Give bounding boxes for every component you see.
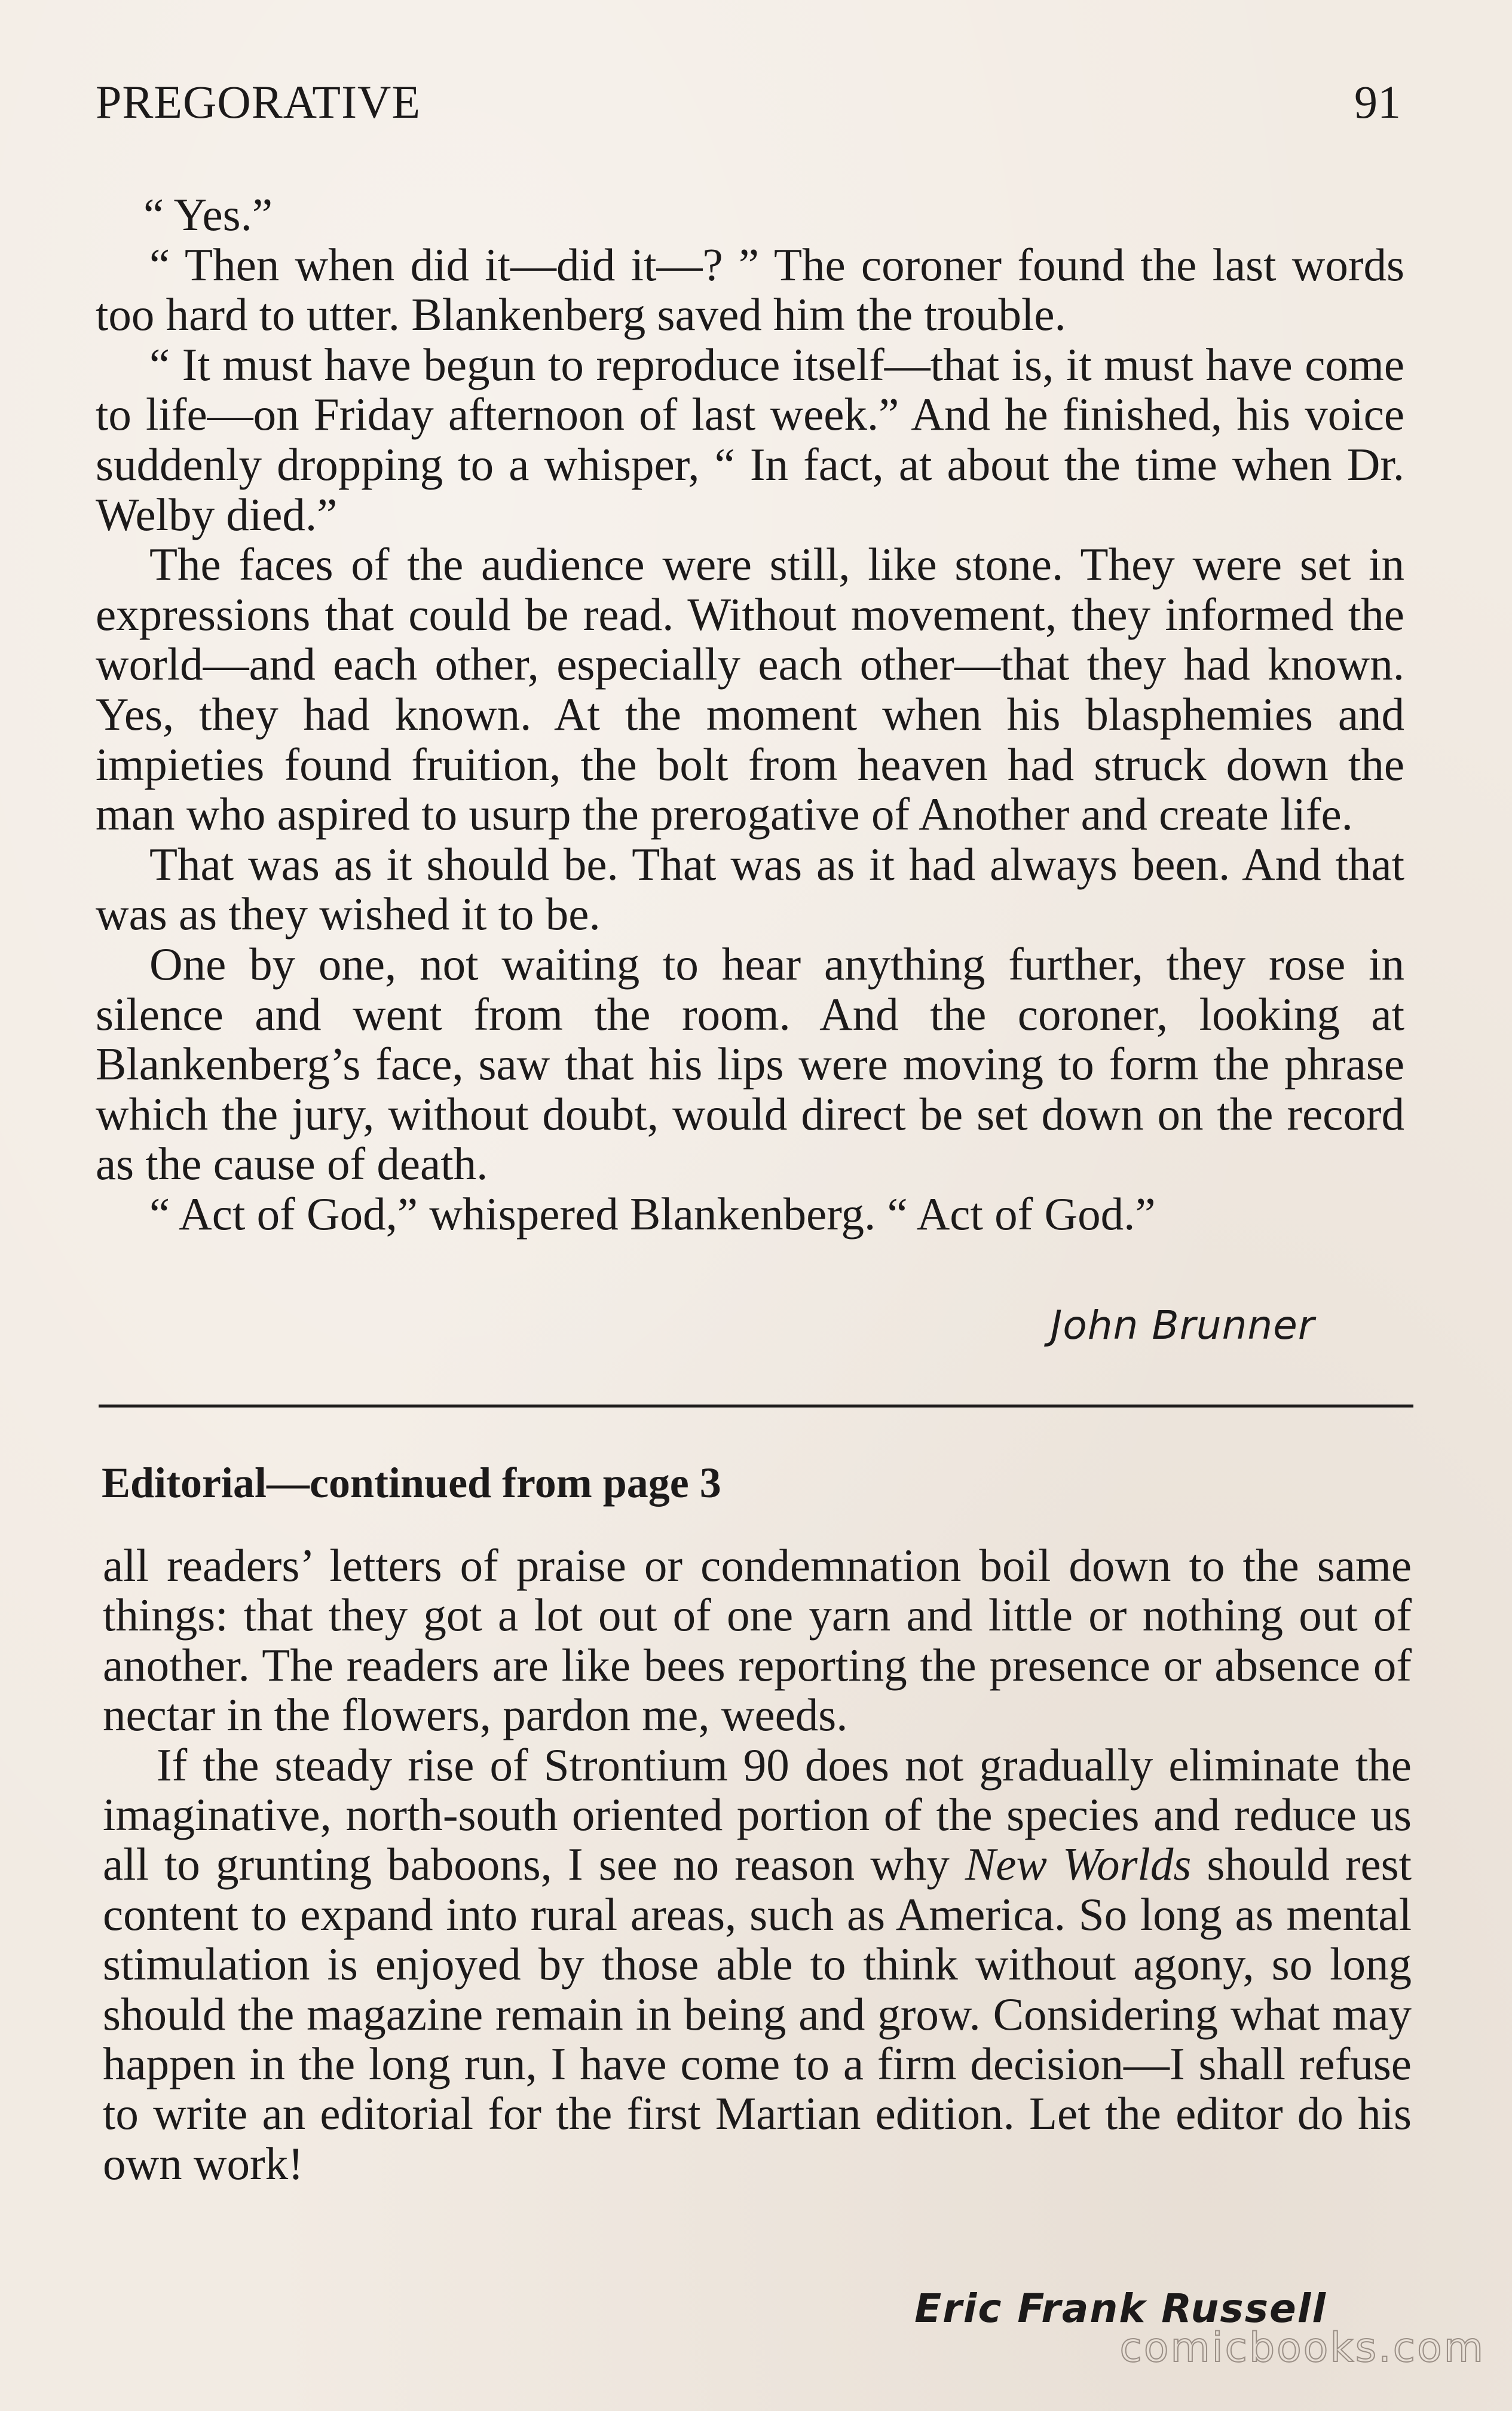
editorial-signature: Eric Frank Russell [914, 2285, 1327, 2332]
story-text [96, 190, 1404, 1239]
story-paragraph: “ It must have begun to reproduce itself—that is, it must have come to life—on Friday afternoon of last week.” And he finished, his voice suddenly dropping to a whisper, “ In fact, at about the time when Dr. Welby died.” [96, 338, 1404, 540]
story-paragraph: “ Yes.” [143, 189, 273, 240]
story-paragraph: That was as it should be. That was as it had always been. And that was as they wished it to be. [96, 838, 1404, 940]
editorial-text-run: If the steady rise of Strontium 90 does not gradually eliminate the imaginative, north-south oriented portion of the species and reduce us all to grunting baboons, I see no reason why [103, 1739, 1412, 1890]
story-paragraph: “ Act of God,” whispered Blankenberg. “ Act of God.” [149, 1188, 1156, 1240]
story-author: John Brunner [1050, 1302, 1315, 1348]
editorial-text [103, 1541, 1412, 2189]
editorial-text-run: should rest content to expand into rural areas, such as America. So long as mental stimulation is enjoyed by those able to think without agony, so long should the magazine remain in being and grow. Considering what may happen in the long run, I have come to a firm decision—I shall refuse to write an editorial for the first Martian edition. Let the editor do his own work! [103, 1838, 1412, 2189]
magazine-title: New Worlds [965, 1838, 1192, 1890]
page-number: 91 [1354, 76, 1401, 128]
section-divider [99, 1405, 1413, 1408]
watermark-logo: comicbooks.com [1119, 2324, 1485, 2372]
story-paragraph: One by one, not waiting to hear anything further, they rose in silence and went from the room. And the coroner, looking at Blankenberg’s face, saw that his lips were moving to form the phrase which the jury, without doubt, would direct be set down on the record as the cause of death. [96, 938, 1404, 1190]
story-paragraph: The faces of the audience were still, like stone. They were set in expressions that could be read. Without movement, they informed the world—and each other, especially each other—that they had known. Yes, they had known. At the moment when his blasphemies and impieties found fruition, the bolt from heaven had struck down the man who aspired to usurp the prerogative of Another and create life. [96, 539, 1404, 840]
editorial-paragraph [103, 1740, 1412, 2189]
editorial-heading: Editorial—continued from page 3 [102, 1459, 721, 1507]
editorial-paragraph: all readers’ letters of praise or condemnation boil down to the same things: that they got a lot out of one yarn and little or nothing out of another. The readers are like bees reporting the presence or absence of nectar in the flowers, pardon me, weeds. [103, 1540, 1412, 1741]
running-title: PREGORATIVE [96, 76, 421, 128]
story-paragraph: “ Then when did it—did it—? ” The coroner found the last words too hard to utter. Blankenberg saved him the trouble. [96, 238, 1404, 341]
